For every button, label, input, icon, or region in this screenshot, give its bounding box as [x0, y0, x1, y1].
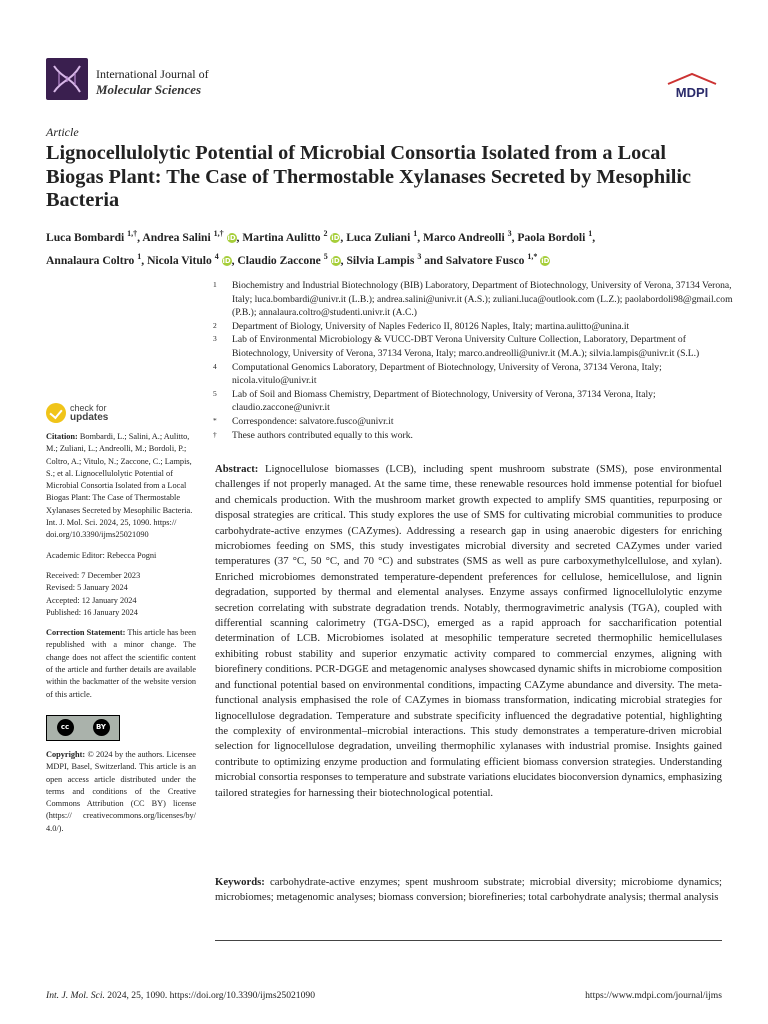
footer-journal-url[interactable]: https://www.mdpi.com/journal/ijms — [585, 990, 722, 1001]
article-sidebar — [46, 403, 196, 835]
author-list — [46, 224, 736, 270]
equal-contribution-note: † These authors contributed equally to this work. — [213, 429, 413, 441]
orcid-icon[interactable]: iD — [331, 257, 340, 266]
affiliations-list — [213, 279, 733, 442]
section-divider — [215, 940, 722, 941]
journal-name-line2: Molecular Sciences — [96, 82, 202, 97]
abstract-section — [215, 462, 722, 801]
abstract-text: Lignocellulose biomasses (LCB), including spent mushroom substrate (SMS), pose environmental challenges if not properly managed. At the same time, these renewable resources hold immense potential for biofuel and chemicals production. With the mushroom market growth expected to amplify SMS quantities, repurposing or disposal strategies are critical. This study explores the use of SMS for cultivating microbial communities to produce carbohydrate-active enzymes (CAZymes). Addressing a research gap in using anaerobic digesters for enriching microbiomes feeding on SMS, this study investigates microbial diversity and secreted CAZymes under varied temperatures (37 °C, 50 °C, and 70 °C) and substrates (SMS as well as pure carboxymethylcellulose, and xylan). Enriched microbiomes demonstrated temperature-dependent preferences for cellulose, hemicellulose, and lignin degradation, supported by thermal and elemental analyses. Enzyme assays confirmed lignocellulolytic enzyme secretion correlating with substrate degradation trends. Notably, thermogravimetric analysis (TGA), coupled with differential scanning calorimetry (TGA-DSC), emerged as a rapid approach for saccharification potential determination of LCB. Microbiomes isolated at mesophilic temperature secreted thermophilic hemicellulases exhibiting robust stability and superior enzymatic activity compared to commercial enzymes, aligning with biorefinery conditions. PCR-DGGE and metagenomic analyses showcased dynamic shifts in microbiome composition and functional potential based on environmental conditions, impacting CAZyme abundance and diversity. The meta-functional analysis emphasised the role of CAZymes in biomass transformation, indicating microbial strategies for lignocellulose degradation. Temperature and substrate specificity influenced the degradative potential, highlighting the complexity of environmental–microbial interactions. This study demonstrates a temperature-driven microbial selection for lignocellulose degradation, unveiling thermophilic xylanases with industrial promise. Insights gained contribute to optimizing enzyme production and formulating efficient biomass conversion strategies. Understanding microbial consortia responses to temperature and substrate variations elucidates bioconversion dynamics, emphasizing tailored strategies for harnessing their biotechnological potential. — [215, 463, 723, 799]
author-line-1: Luca Bombardi $^{1,\dagger}$, Andrea Salini $^{1,\dagger}$ iD, Martina Aulitto $^2$ iD, Luca Zuliani $^1$, Marco Andreolli $^3$, Paola Bordoli $^1$, — [46, 229, 596, 244]
dates-block — [46, 570, 196, 619]
footer-citation: Int. J. Mol. Sci. 2024, 25, 1090. https://doi.org/10.3390/ijms25021090 — [46, 990, 315, 1001]
affiliation-item: 3 Lab of Environmental Microbiology & VUCC-DBT Verona University Culture Collection, Laboratory, Department of Biotechnology, University of Verona, 37134 Verona, Italy; marco.andreolli@univr.it (M.A.); silvia.lampis@univr.it (S.L.) — [213, 334, 700, 359]
affiliation-item: 4 Computational Genomics Laboratory, Department of Biotechnology, University of Verona, 37134 Verona, Italy; nicola.vitulo@univr.it — [213, 361, 662, 387]
article-type-label: Article — [46, 125, 79, 139]
correction-statement: Correction Statement: This article has been republished with a minor change. The change does not affect the scientific content of the article and further details are available within the backmatter of the website version of this article. — [46, 628, 196, 699]
affiliation-item: 5 Lab of Soil and Biomass Chemistry, Department of Biotechnology, University of Verona, 37134 Verona, Italy; claudio.zaccone@univr.it — [213, 388, 656, 414]
citation-block: Citation: Bombardi, L.; Salini, A.; Aulitto, M.; Zuliani, L.; Andreolli, M.; Bordoli, P.; Coltro, A.; Vitulo, N.; Zaccone, C.; Lampis, S.; et al. Lignocellulolytic Potential of Microbial Consortia Isolated from a Local Biogas Plant: The Case of Thermostable Xylanases Secreted by Mesophilic Bacteria. Int. J. Mol. Sci. 2024, 25, 1090. https:// doi.org/10.3390/ijms25021090 — [46, 432, 193, 540]
abstract-label: Abstract: — [215, 463, 259, 475]
cc-icon: cc — [57, 719, 74, 736]
accepted-date: Accepted: 12 January 2024 — [46, 595, 137, 605]
attribution-icon: BY — [93, 719, 110, 736]
orcid-icon[interactable]: iD — [331, 234, 340, 243]
keywords-text: carbohydrate-active enzymes; spent mushroom substrate; microbial diversity; microbiome dynamics; microbiomes; metagenomic analyses; biomass conversion; biorefineries; total carbohydrate analysis; thermal analysis — [215, 876, 722, 904]
correspondence-note: * Correspondence: salvatore.fusco@univr.it — [213, 415, 394, 427]
received-date: Received: 7 December 2023 — [46, 570, 141, 580]
revised-date: Revised: 5 January 2024 — [46, 583, 128, 593]
author-line-2: Annalaura Coltro $^1$, Nicola Vitulo $^4$ iD, Claudio Zaccone $^5$ iD, Silvia Lampis $^3$ and Salvatore Fusco $^{1,*}$ iD — [46, 251, 550, 267]
svg-text:MDPI: MDPI — [675, 85, 709, 100]
copyright-block: Copyright: © 2024 by the authors. Licensee MDPI, Basel, Switzerland. This article is an open access article distributed under the terms and conditions of the Creative Commons Attribution (CC BY) license (https:// creativecommons.org/licenses/by/ 4.0/). — [46, 749, 196, 833]
mdpi-logo-icon — [664, 72, 720, 102]
orcid-icon[interactable]: iD — [227, 234, 236, 243]
keywords-label: Keywords: — [215, 876, 265, 888]
affiliation-item: 2 Department of Biology, University of Naples Federico II, 80126 Naples, Italy; martina.aulitto@unina.it — [213, 320, 630, 332]
journal-logo-icon — [46, 58, 88, 100]
journal-name-line1: International Journal of — [96, 67, 209, 81]
orcid-icon[interactable]: iD — [222, 257, 231, 266]
cc-by-license-badge[interactable] — [46, 715, 120, 741]
orcid-icon[interactable]: iD — [541, 257, 550, 266]
academic-editor: Academic Editor: Rebecca Pogni — [46, 550, 157, 560]
check-icon — [46, 403, 66, 423]
keywords-section — [215, 875, 722, 906]
published-date: Published: 16 January 2024 — [46, 607, 138, 617]
check-for-updates-button[interactable]: check for updates — [46, 403, 196, 423]
affiliation-item: 1 Biochemistry and Industrial Biotechnology (BIB) Laboratory, Department of Biotechnology, University of Verona, 37134 Verona, Italy; luca.bombardi@univr.it (L.B.); andrea.salini@univr.it (A.S.); zuliani.luca@outlook.com (L.Z.); paolabordoli98@gmail.com (P.B.); annalaura.coltro@studenti.univr.it (A.C.) — [213, 280, 733, 319]
article-title: Lignocellulolytic Potential of Microbial Consortia Isolated from a Local Biogas Plant: The Case of Thermostable Xylanases Secreted by Mesophilic Bacteria — [46, 142, 692, 211]
